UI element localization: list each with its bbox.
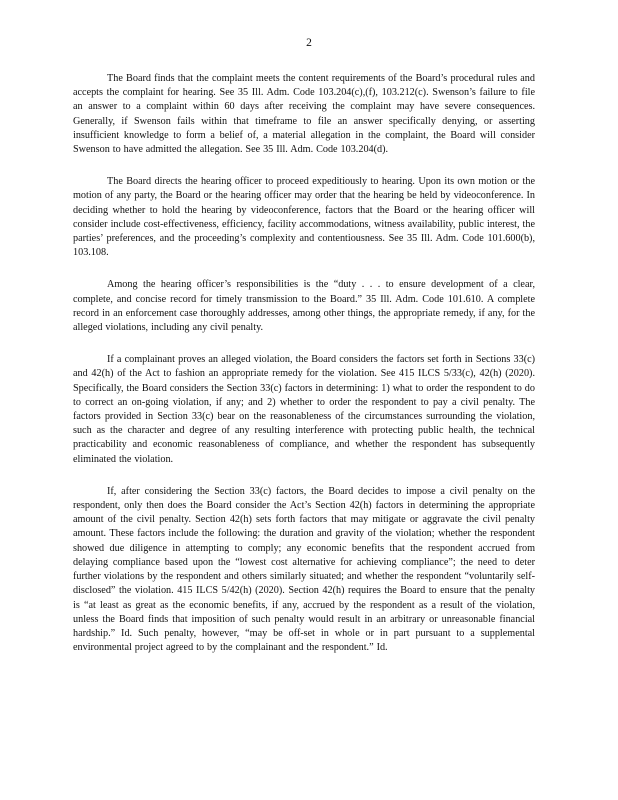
paragraph-civil-penalty: If, after considering the Section 33(c) factors, the Board decides to impose a civil penalty on the respondent, only then does the Board consider the Act’s Section 42(h) factors in determining the appropriate amount of the civil penalty. Section 42(h) sets forth factors that may mitigate or aggravate the civil penalty amount. These factors include the following: the duration and gravity of the violation; whether the respondent showed due diligence in attempting to comply; any economic benefits that the respondent accrued from delaying compliance based upon the “lowest cost alternative for achieving compliance”; the need to deter further violations by the respondent and others similarly situated; and whether the respondent “voluntarily self-disclosed” the violation. 415 ILCS 5/42(h) (2020). Section 42(h) requires the Board to ensure that the penalty is “at least as great as the economic benefits, if any, accrued by the respondent as a result of the violation, unless the Board finds that imposition of such penalty would result in an arbitrary or unreasonable financial hardship.” Id. Such penalty, however, “may be off-set in whole or in part pursuant to a supplemental environmental project agreed to by the complainant and the respondent.” Id. bbox=[73, 485, 535, 654]
document-body bbox=[73, 72, 535, 673]
paragraph-hearing-officer-duties: Among the hearing officer’s responsibilities is the “duty . . . to ensure development of a clear, complete, and concise record for timely transmission to the Board.” 35 Ill. Adm. Code 101.610. A complete record in an enforcement case thoroughly addresses, among other things, the appropriate remedy, if any, for the alleged violations, including any civil penalty. bbox=[73, 279, 535, 334]
paragraph-hearing-directions: The Board directs the hearing officer to proceed expeditiously to hearing. Upon its own motion or the motion of any party, the Board or the hearing officer may order that the hearing be held by videoconference. In deciding whether to hold the hearing by videoconference, factors that the Board or the hearing officer will consider include cost-effectiveness, efficiency, facility accommodations, witness availability, public interest, the parties’ preferences, and the proceeding’s complexity and contentiousness. See 35 Ill. Adm. Code 101.600(b), 103.108. bbox=[73, 176, 535, 259]
paragraph-remedy-factors: If a complainant proves an alleged violation, the Board considers the factors set forth in Sections 33(c) and 42(h) of the Act to fashion an appropriate remedy for the violation. See 415 ILCS 5/33(c), 42(h) (2020). Specifically, the Board considers the Section 33(c) factors in determining: 1) what to order the respondent to do to correct an on-going violation, if any; and 2) whether to order the respondent to pay a civil penalty. The factors provided in Section 33(c) bear on the reasonableness of the circumstances surrounding the violation, such as the character and degree of any resulting interference with protecting public health, the technical practicability and economic reasonableness of compliance, and whether the respondent has subsequently eliminated the violation. bbox=[73, 354, 535, 465]
paragraph-complaint-acceptance: The Board finds that the complaint meets the content requirements of the Board’s procedural rules and accepts the complaint for hearing. See 35 Ill. Adm. Code 103.204(c),(f), 103.212(c). Swenson’s failure to file an answer to a complaint within 60 days after receiving the complaint may have severe consequences. Generally, if Swenson fails within that timeframe to file an answer specifically denying, or asserting insufficient knowledge to form a belief of, a material allegation in the complaint, the Board will consider Swenson to have admitted the allegation. See 35 Ill. Adm. Code 103.204(d). bbox=[73, 73, 535, 156]
page-number: 2 bbox=[306, 37, 312, 49]
